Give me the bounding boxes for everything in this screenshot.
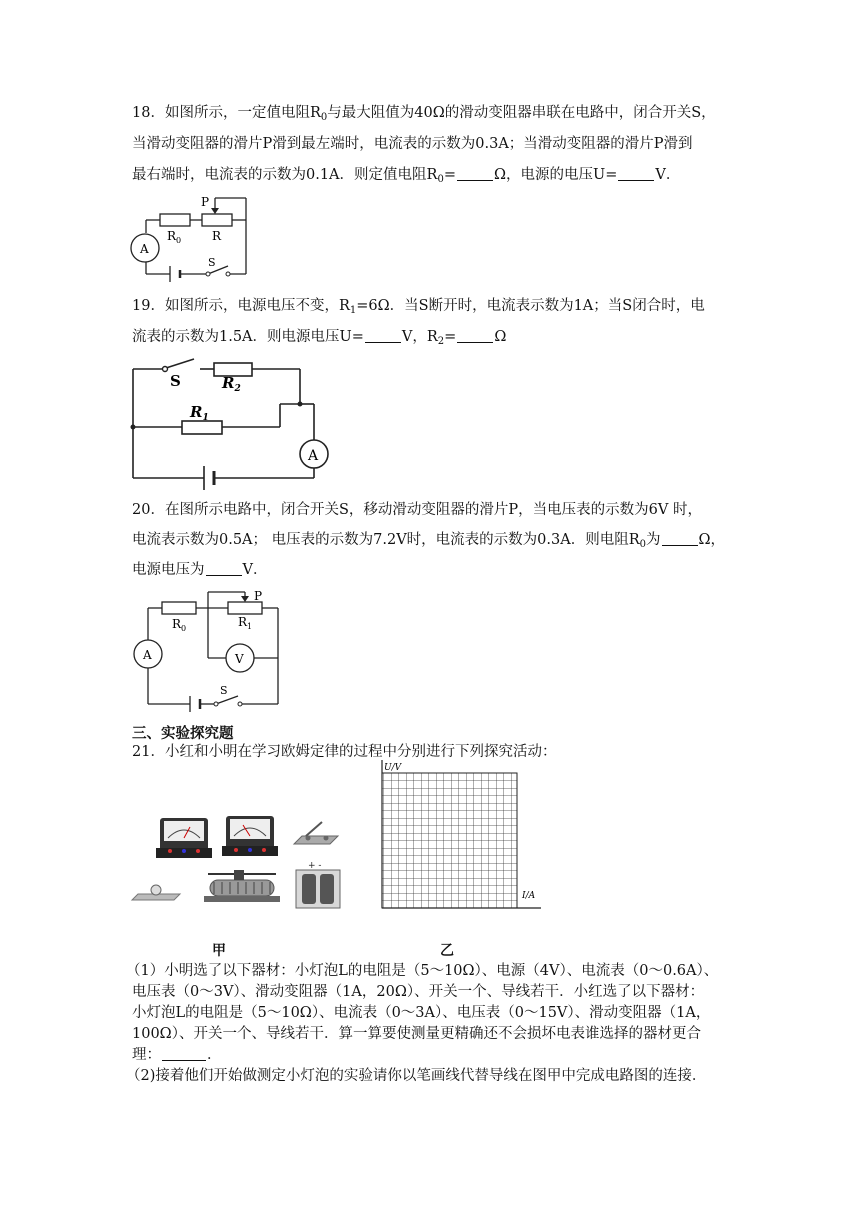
answer-blank-r0[interactable] (662, 531, 698, 546)
q20-circuit-diagram (128, 586, 288, 708)
label-p: P (254, 589, 263, 603)
q18-text: Ω，电源的电压U= (493, 167, 618, 183)
answer-blank-r2[interactable] (457, 328, 493, 343)
lamp-device (132, 885, 180, 900)
q19-text: =6Ω．当S断开时，电流表示数为1A；当S闭合时，电 (356, 298, 705, 314)
q21-text: （1）小明选了以下器材：小灯泡L的电阻是（5～10Ω）、电源（4V）、电流表（0～0.6A）、 (126, 963, 719, 979)
q18-sub: 0 (320, 112, 328, 123)
answer-blank-u[interactable] (206, 561, 242, 576)
q20-line-1 (132, 500, 702, 520)
q19-text: 19．如图所示，电源电压不变，R (132, 298, 350, 314)
u-i-grid-graph (376, 758, 546, 918)
switch-device (294, 822, 338, 844)
q20-line-2 (132, 530, 725, 555)
figure-label-left: 甲 (212, 943, 226, 959)
q21-text: ． (207, 1047, 222, 1063)
answer-blank-r0[interactable] (457, 166, 493, 181)
q21-text: 100Ω）、开关一个、导线若干．算一算要使测量更精确还不会损坏电表谁选择的器材更合 (132, 1026, 701, 1042)
svg-text:+ -: + - (308, 861, 322, 871)
q18-text: 最右端时，电流表的示数为0.1A．则定值电阻R (132, 167, 438, 183)
q18-text: 与最大阻值为40Ω的滑动变阻器串联在电路中，闭合开关S， (327, 105, 716, 121)
q19-text: Ω (494, 329, 507, 345)
q18-line-3 (132, 165, 680, 190)
label-p: P (201, 195, 210, 209)
figure-label-right: 乙 (440, 943, 454, 959)
label-r0: $R_0$ (172, 617, 187, 633)
q19-text: 流表的示数为1.5A．则电源电压U= (132, 329, 364, 345)
q20-text: Ω， (698, 532, 726, 548)
equipment-photo (130, 810, 350, 920)
switch-label: S (170, 372, 181, 390)
q18-text: 18．如图所示，一定值电阻R (132, 105, 321, 121)
ammeter-label: A (140, 242, 149, 256)
q21-p1-line-4 (132, 1024, 701, 1044)
q21-text: （2)接着他们开始做测定小灯泡的实验请你以笔画线代替导线在图甲中完成电路图的连接． (126, 1068, 707, 1084)
ammeter-label: A (308, 448, 319, 464)
q20-text: 为 (646, 532, 661, 548)
label-r0: $R_0$ (167, 229, 182, 245)
switch-label: S (220, 684, 228, 697)
q20-text: 电流表示数为0.5A； 电压表的示数为7.2V时，电流表的示数为0.3A．则电阻R (132, 532, 640, 548)
label-r2: $R_2$ (222, 374, 241, 394)
q18-text: = (443, 167, 456, 183)
q19-circuit-diagram (128, 356, 328, 488)
q20-sub: 0 (639, 539, 646, 550)
q19-text: = (444, 329, 457, 345)
q20-text: V． (242, 562, 268, 578)
x-axis-label: I/A (522, 891, 536, 901)
q21-p1-line-2 (132, 982, 704, 1002)
section-title: 三、实验探究题 (132, 726, 234, 742)
q21-text: 理： (132, 1047, 161, 1063)
answer-blank-u[interactable] (365, 328, 401, 343)
battery-device (296, 861, 340, 908)
q21-text: 21．小红和小明在学习欧姆定律的过程中分别进行下列探究活动： (132, 744, 557, 760)
answer-blank-u[interactable] (618, 166, 654, 181)
q21-text: 电压表（0～3V）、滑动变阻器（1A，20Ω）、开关一个、导线若干．小红选了以下器材： (132, 984, 705, 1000)
q21-p1-line-5 (132, 1045, 222, 1065)
rheostat-device (204, 870, 280, 902)
q19-text: V，R (401, 329, 438, 345)
q18-sub: 0 (437, 174, 444, 185)
q19-sub: 2 (437, 336, 445, 347)
q18-circuit-diagram (128, 194, 258, 290)
q20-text: 电源电压为 (132, 562, 205, 578)
q19-line-1 (132, 296, 705, 321)
label-r1: $R_1$ (190, 403, 209, 423)
q21-text: 小灯泡L的电阻是（5～10Ω）、电流表（0～3A）、电压表（0～15V）、滑动变阻器（1A， (132, 1005, 711, 1021)
q19-line-2 (132, 327, 506, 352)
q20-line-3 (132, 560, 267, 580)
q21-p1-line-1 (126, 961, 718, 981)
switch-label: S (208, 256, 216, 269)
y-axis-label: U/V (384, 763, 402, 773)
answer-blank-choice[interactable] (162, 1046, 206, 1061)
q19-sub: 1 (349, 305, 357, 316)
voltmeter-label: V (235, 652, 244, 666)
q18-line-2 (132, 134, 693, 154)
q20-text: 20．在图所示电路中，闭合开关S，移动滑动变阻器的滑片P，当电压表的示数为6V 时， (132, 502, 702, 518)
q21-p2-line-1 (126, 1066, 706, 1086)
ammeter-device (156, 818, 212, 858)
q18-text: 当滑动变阻器的滑片P滑到最左端时，电流表的示数为0.3A；当滑动变阻器的滑片P滑到 (132, 136, 693, 152)
q21-p1-line-3 (132, 1003, 710, 1023)
label-r1: $R_1$ (238, 615, 253, 631)
label-r: R (212, 229, 222, 243)
ammeter-label: A (143, 648, 152, 662)
q18-line-1 (132, 103, 716, 128)
voltmeter-device (222, 816, 278, 856)
q18-text: V． (655, 167, 681, 183)
